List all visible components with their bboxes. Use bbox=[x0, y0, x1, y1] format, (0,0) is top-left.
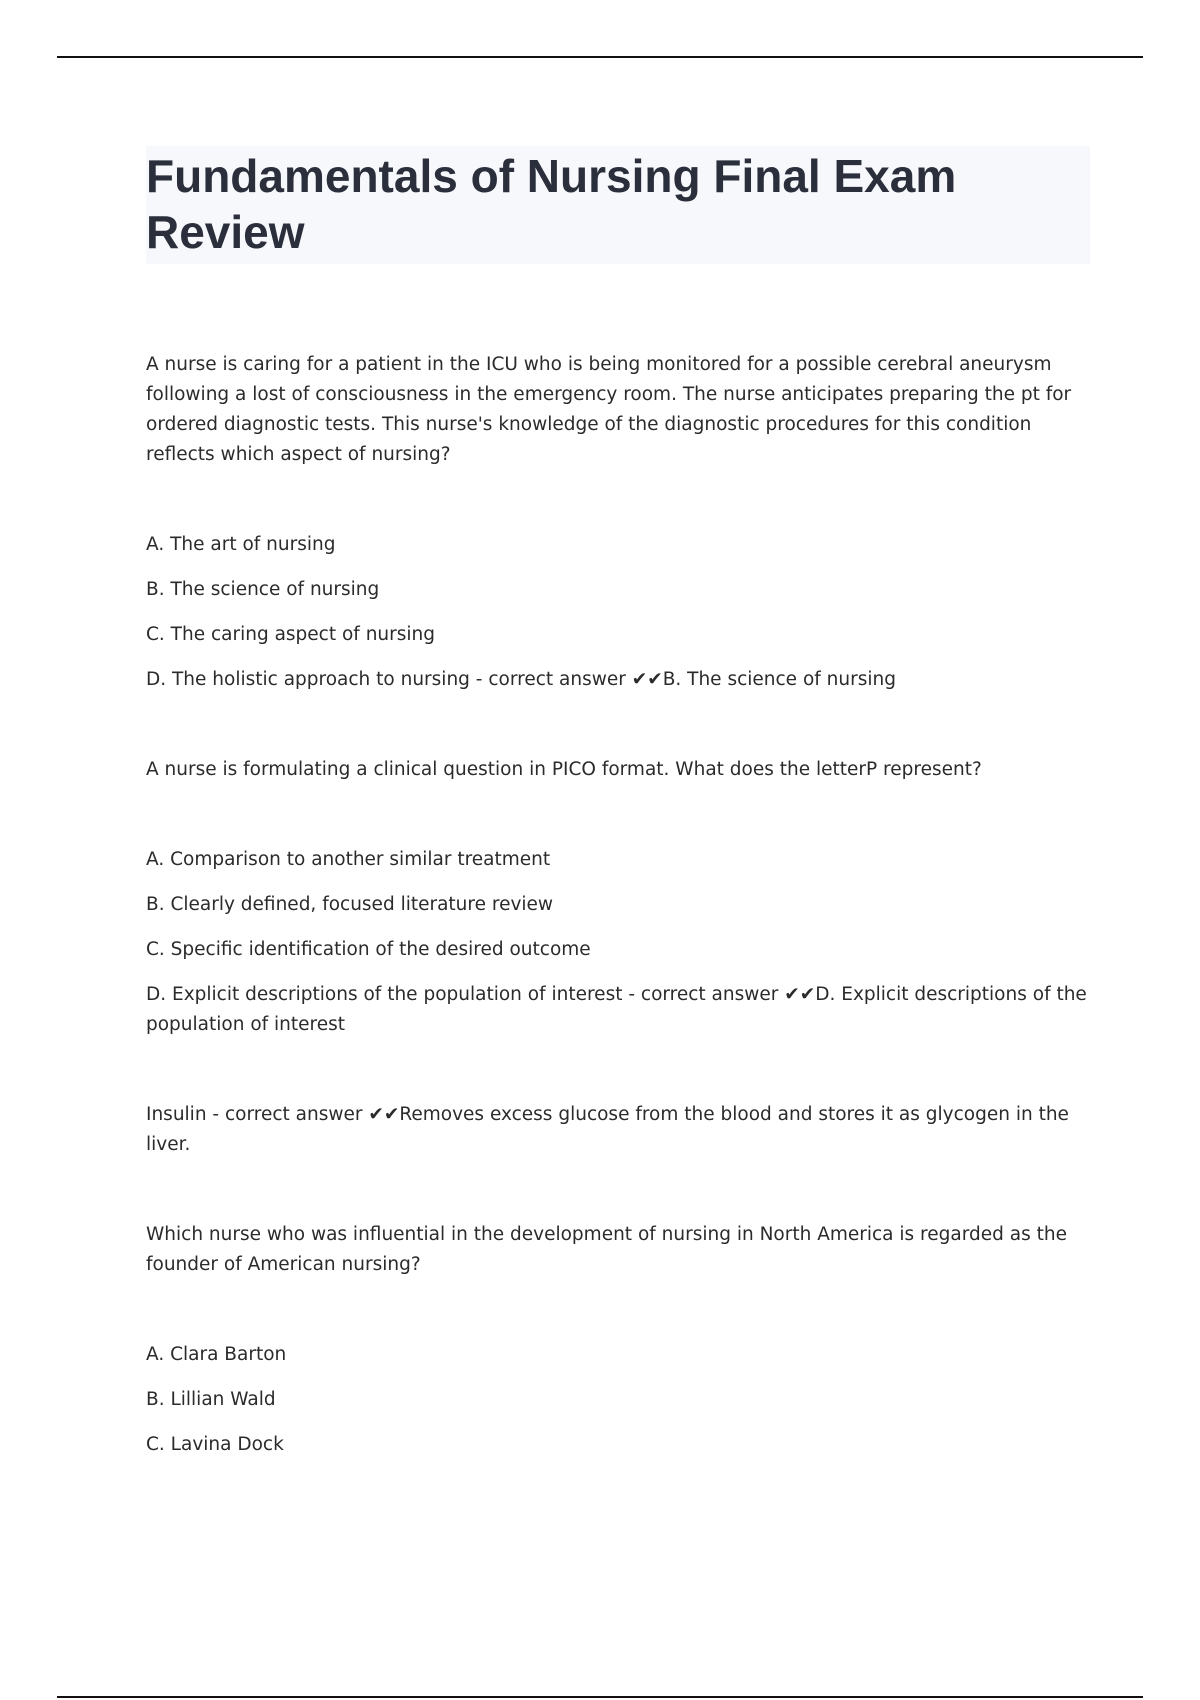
option-1c: C. The caring aspect of nursing bbox=[146, 624, 435, 645]
document-title: Fundamentals of Nursing Final Exam Review bbox=[146, 150, 957, 258]
options-question-2 bbox=[146, 845, 1090, 1040]
option-3b: B. Lillian Wald bbox=[146, 1389, 276, 1410]
option-1a: A. The art of nursing bbox=[146, 534, 336, 555]
insulin-fact: Insulin - correct answer ✔✔Removes excess glucose from the blood and stores it as glycogen in the liver. bbox=[146, 1104, 1069, 1155]
bottom-rule bbox=[57, 1696, 1143, 1698]
options-question-3 bbox=[146, 1340, 1090, 1460]
document-body bbox=[146, 146, 1090, 1520]
top-rule bbox=[57, 56, 1143, 58]
question-2: A nurse is formulating a clinical question in PICO format. What does the letterP represent? bbox=[146, 759, 982, 780]
options-question-1 bbox=[146, 530, 1090, 695]
option-2c: C. Specific identification of the desired outcome bbox=[146, 939, 591, 960]
option-3c: C. Lavina Dock bbox=[146, 1434, 284, 1455]
title-block bbox=[146, 146, 1090, 264]
option-1b: B. The science of nursing bbox=[146, 579, 380, 600]
option-3a: A. Clara Barton bbox=[146, 1344, 287, 1365]
question-1: A nurse is caring for a patient in the ICU who is being monitored for a possible cerebral aneurysm following a lost of consciousness in the emergency room. The nurse anticipates preparing the pt for ordered diagnostic tests. This nurse's knowledge of the diagnostic procedures for this condition reflects which aspect of nursing? bbox=[146, 354, 1072, 465]
option-1d-answer: D. The holistic approach to nursing - correct answer ✔✔B. The science of nursing bbox=[146, 669, 896, 690]
question-3: Which nurse who was influential in the development of nursing in North America is regarded as the founder of American nursing? bbox=[146, 1224, 1067, 1275]
option-2d-answer: D. Explicit descriptions of the population of interest - correct answer ✔✔D. Explicit descriptions of the population of interest bbox=[146, 984, 1087, 1035]
option-2b: B. Clearly defined, focused literature review bbox=[146, 894, 554, 915]
option-2a: A. Comparison to another similar treatment bbox=[146, 849, 551, 870]
